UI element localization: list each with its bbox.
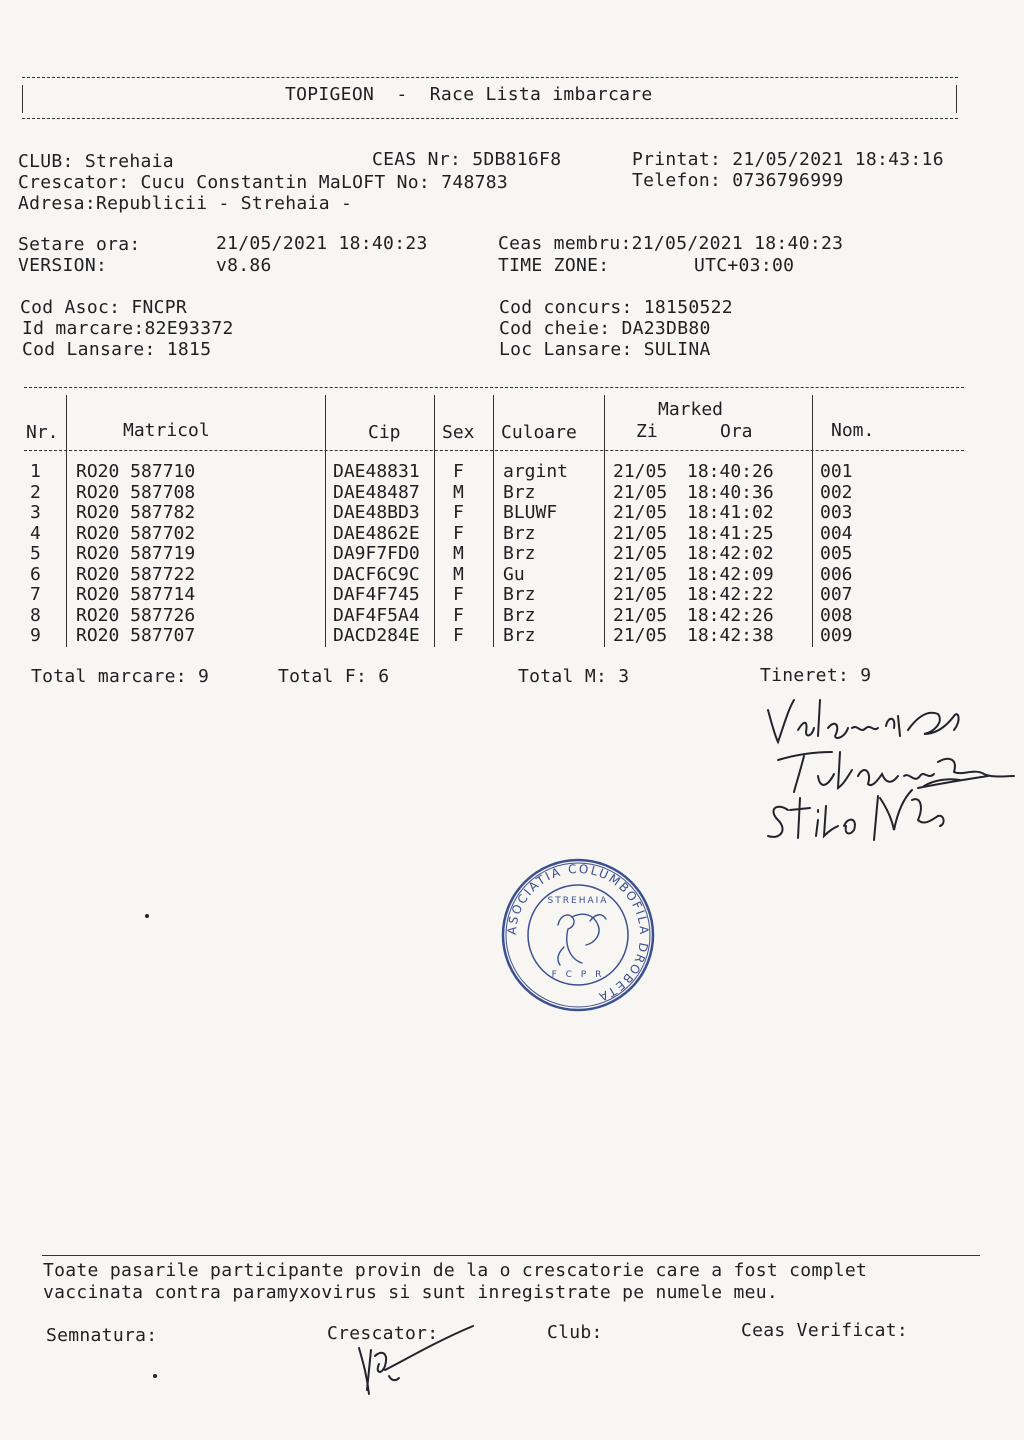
cod-lansare: Cod Lansare: 1815 (22, 339, 212, 360)
col-sep-6 (812, 395, 813, 647)
cell-cip: DAE48831 (333, 461, 420, 482)
telefon: Telefon: 0736796999 (632, 170, 844, 191)
declaration-line-2: vaccinata contra paramyxovirus si sunt inregistrate pe numele meu. (43, 1282, 779, 1303)
cell-ora: 18:41:02 (687, 502, 774, 523)
stamp-inner-text: STREHAIA (547, 896, 609, 906)
cell-sex: F (453, 461, 464, 482)
cell-cip: DAE48BD3 (333, 502, 420, 523)
header-nom: Nom. (831, 420, 875, 441)
cell-culoare: Brz (503, 543, 536, 564)
cod-cheie: Cod cheie: DA23DB80 (499, 318, 711, 339)
cell-ora: 18:42:02 (687, 543, 774, 564)
cell-matricol: RO20 587708 (76, 481, 196, 503)
page-title: TOPIGEON - Race Lista imbarcare (285, 84, 653, 105)
footer-rule (42, 1255, 980, 1256)
header-ora: Ora (720, 421, 753, 442)
cell-sex: F (453, 584, 464, 605)
cell-matricol: RO20 587719 (76, 543, 196, 564)
cell-sex: M (453, 481, 464, 503)
crescator-label: Crescator: (327, 1323, 439, 1344)
ceas-membru: Ceas membru:21/05/2021 18:40:23 (498, 233, 844, 254)
cell-zi: 21/05 (613, 543, 668, 564)
cell-culoare: BLUWF (503, 502, 558, 523)
cod-concurs: Cod concurs: 18150522 (499, 297, 733, 318)
pigeon-icon (558, 914, 606, 965)
cell-culoare: Brz (503, 481, 536, 503)
cell-zi: 21/05 (613, 563, 668, 585)
cell-cip: DA9F7FD0 (333, 543, 420, 564)
cell-cip: DAF4F745 (333, 584, 420, 605)
stray-dot-2 (153, 1374, 157, 1378)
declaration-line-1: Toate pasarile participante provin de la o crescatorie care a fost complet (43, 1260, 868, 1281)
table-top-border (24, 387, 964, 388)
header-matricol: Matricol (123, 420, 210, 441)
cell-nr: 2 (30, 481, 41, 503)
cell-zi: 21/05 (613, 625, 668, 646)
cell-nr: 8 (30, 604, 41, 626)
ceas-verificat-label: Ceas Verificat: (741, 1320, 909, 1341)
cell-sex: M (453, 563, 464, 585)
crescator-signature (345, 1320, 485, 1400)
cell-nom: 008 (820, 604, 853, 626)
club-label: Club: (547, 1322, 603, 1343)
cell-culoare: Brz (503, 522, 536, 544)
printed-at: Printat: 21/05/2021 18:43:16 (632, 149, 944, 170)
header-zi: Zi (636, 421, 658, 442)
col-sep-2 (325, 395, 326, 647)
crescator: Crescator: Cucu Constantin MaLOFT No: 748783 (18, 172, 509, 193)
header-nr: Nr. (26, 422, 59, 443)
col-sep-3 (434, 395, 435, 647)
timezone-label: TIME ZONE: (498, 255, 610, 276)
cell-matricol: RO20 587702 (76, 522, 196, 544)
header-culoare: Culoare (501, 422, 577, 443)
semnatura-label: Semnatura: (46, 1325, 158, 1346)
cell-matricol: RO20 587710 (76, 461, 196, 482)
stamp-seal (498, 855, 658, 1015)
cell-sex: F (453, 625, 464, 646)
header-sex: Sex (442, 422, 475, 443)
setare-label: Setare ora: (18, 234, 141, 255)
cell-matricol: RO20 587707 (76, 625, 196, 646)
cell-nom: 007 (820, 584, 853, 605)
total-f: Total F: 6 (278, 666, 390, 687)
cell-nom: 005 (820, 543, 853, 564)
tineret: Tineret: 9 (760, 665, 872, 686)
cell-zi: 21/05 (613, 604, 668, 626)
cell-sex: F (453, 604, 464, 626)
cell-nr: 3 (30, 502, 41, 523)
cell-zi: 21/05 (613, 522, 668, 544)
cell-culoare: Brz (503, 625, 536, 646)
cell-cip: DACD284E (333, 625, 420, 646)
cell-matricol: RO20 587782 (76, 502, 196, 523)
header-marked: Marked (658, 399, 724, 420)
header-left-border (22, 85, 23, 113)
setare-value: 21/05/2021 18:40:23 (216, 233, 428, 254)
cell-nr: 9 (30, 625, 41, 646)
cell-cip: DAE4862E (333, 522, 420, 544)
adresa: Adresa:Republicii - Strehaia - (18, 193, 353, 214)
cell-culoare: Brz (503, 604, 536, 626)
cell-nr: 1 (30, 461, 41, 482)
header-top-border (22, 77, 958, 78)
ceas-number: CEAS Nr: 5DB816F8 (372, 149, 562, 170)
cell-ora: 18:40:36 (687, 481, 774, 503)
cell-ora: 18:40:26 (687, 461, 774, 482)
cell-zi: 21/05 (613, 584, 668, 605)
cell-nom: 002 (820, 481, 853, 503)
cell-zi: 21/05 (613, 481, 668, 503)
cell-nom: 004 (820, 522, 853, 544)
header-right-border (956, 85, 957, 113)
id-marcare: Id marcare:82E93372 (22, 318, 234, 339)
club-name: CLUB: Strehaia (18, 151, 174, 172)
cell-ora: 18:42:09 (687, 563, 774, 585)
total-m: Total M: 3 (518, 666, 630, 687)
stray-dot-1 (145, 914, 149, 918)
col-sep-1 (66, 395, 67, 647)
total-marcare: Total marcare: 9 (31, 666, 210, 687)
version-value: v8.86 (216, 255, 272, 276)
cell-cip: DAE48487 (333, 481, 420, 503)
cell-nom: 003 (820, 502, 853, 523)
cell-ora: 18:41:25 (687, 522, 774, 544)
col-sep-4 (493, 395, 494, 647)
cell-zi: 21/05 (613, 502, 668, 523)
cell-nom: 006 (820, 563, 853, 585)
loc-lansare: Loc Lansare: SULINA (499, 339, 711, 360)
cell-nr: 6 (30, 563, 41, 585)
cell-culoare: Brz (503, 584, 536, 605)
cell-matricol: RO20 587726 (76, 604, 196, 626)
cell-sex: F (453, 502, 464, 523)
cell-zi: 21/05 (613, 461, 668, 482)
version-label: VERSION: (18, 255, 108, 276)
header-cip: Cip (368, 422, 401, 443)
cell-sex: M (453, 543, 464, 564)
cell-ora: 18:42:26 (687, 604, 774, 626)
cell-nr: 7 (30, 584, 41, 605)
cod-asoc: Cod Asoc: FNCPR (20, 297, 188, 318)
cell-cip: DAF4F5A4 (333, 604, 420, 626)
timezone-value: UTC+03:00 (694, 255, 795, 276)
cell-nr: 4 (30, 522, 41, 544)
cell-culoare: argint (503, 461, 569, 482)
cell-sex: F (453, 522, 464, 544)
cell-nom: 001 (820, 461, 853, 482)
cell-cip: DACF6C9C (333, 563, 420, 585)
stamp-bottom-text: F C P R (551, 970, 605, 980)
cell-matricol: RO20 587722 (76, 563, 196, 585)
cell-ora: 18:42:22 (687, 584, 774, 605)
stamp-outer-text: ASOCIATIA COLUMBOFILA DROBETA (504, 861, 652, 1005)
col-sep-5 (604, 395, 605, 647)
cell-ora: 18:42:38 (687, 625, 774, 646)
svg-text:ASOCIATIA COLUMBOFILA DROBETA (505, 862, 651, 1005)
handwritten-signatures (748, 680, 1018, 850)
cell-nr: 5 (30, 543, 41, 564)
cell-culoare: Gu (503, 563, 525, 585)
table-header-border (24, 450, 964, 451)
cell-nom: 009 (820, 625, 853, 646)
header-bottom-border (22, 118, 958, 119)
cell-matricol: RO20 587714 (76, 584, 196, 605)
